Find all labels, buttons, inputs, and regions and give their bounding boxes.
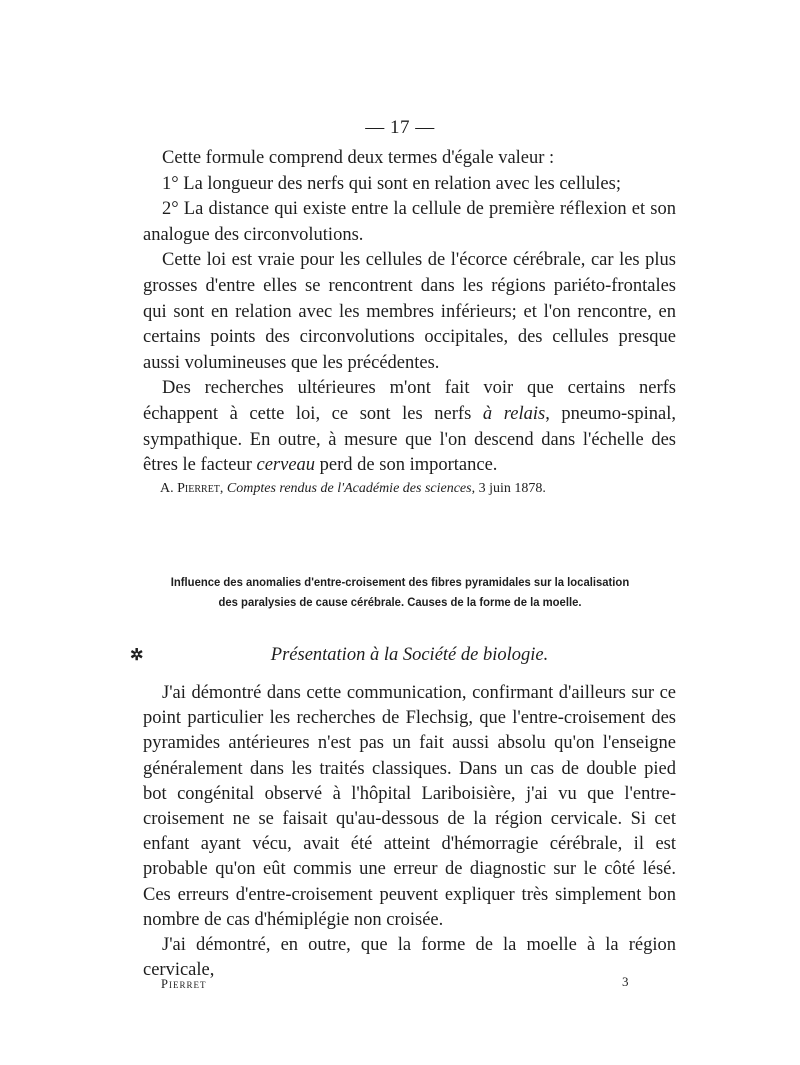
subheading: Présentation à la Société de biologie. xyxy=(270,645,549,665)
paragraph: 2° La distance qui existe entre la cellule de première réflexion et son analogue des circonvolutions. xyxy=(143,199,676,245)
section-heading-line: Influence des anomalies d'entre-croisement des fibres pyramidales sur la localisation xyxy=(170,575,630,589)
text-block-bottom xyxy=(143,681,676,983)
paragraph: Cette formule comprend deux termes d'égale valeur : xyxy=(162,148,555,168)
paragraph-text: Des recherches ultérieures m'ont fait voir que certains nerfs échappent à cette loi, ce sont les nerfs xyxy=(143,378,676,424)
page-number: — 17 — xyxy=(365,117,435,138)
paragraph: 1° La longueur des nerfs qui sont en relation avec les cellules; xyxy=(162,173,621,194)
citation-initial: A. xyxy=(160,481,178,496)
paragraph-relais xyxy=(143,376,676,478)
fleuron-icon: ✲ xyxy=(130,647,144,664)
signature-mark: 3 xyxy=(622,974,629,989)
emphasis-text: cerveau xyxy=(256,455,316,476)
citation-journal: Comptes rendus de l'Académie des sciences xyxy=(226,481,472,496)
footer-author: Pierret xyxy=(161,977,207,991)
paragraph: J'ai démontré dans cette communication, confirmant d'ailleurs sur ce point particulier les recherches de Flechsig, que l'entre-croisement des pyramides antérieures n'est pas un fait aussi absolu qu'on l'enseigne généralement dans les traités classiques. Dans un cas de double pied bot congénital observé à l'hôpital Lariboisière, j'ai vu que l'entre-croisement ne se faisait qu'au-dessous de la région cervicale. Si cet enfant ayant vécu, avait été atteint d'hémorragie cérébrale, il est probable qu'on eût commis une erreur de diagnostic sur le côté lésé. Ces erreurs d'entre-croisement peuvent expliquer très simplement bon nombre de cas d'hémiplégie non croisée. xyxy=(143,683,676,930)
citation-separator: , xyxy=(219,481,227,496)
paragraph-text: , pneumo-spinal, sympathique. En outre, à mesure que l'on descend dans l'échelle des êtres le facteur xyxy=(143,403,676,476)
paragraph-text: perd de son importance. xyxy=(315,455,498,476)
section-heading xyxy=(137,572,663,612)
paragraph: Cette loi est vraie pour les cellules de l'écorce cérébrale, car les plus grosses d'entre elles se rencontrent dans les régions pariéto-frontales qui sont en relation avec les membres inférieurs; et l'on rencontre, en certains points des circonvolutions occipitales, des cellules presque aussi volumineuses que les précédentes. xyxy=(143,250,676,373)
citation xyxy=(160,480,680,498)
emphasis-text: à relais xyxy=(482,403,546,424)
paragraph: J'ai démontré, en outre, que la forme de la moelle à la région cervicale, xyxy=(143,935,676,981)
citation-date: , 3 juin 1878. xyxy=(471,481,546,496)
citation-author: Pierret xyxy=(177,481,220,496)
section-heading-line: des paralysies de cause cérébrale. Causes de la forme de la moelle. xyxy=(218,595,582,609)
text-block-top xyxy=(143,146,676,479)
